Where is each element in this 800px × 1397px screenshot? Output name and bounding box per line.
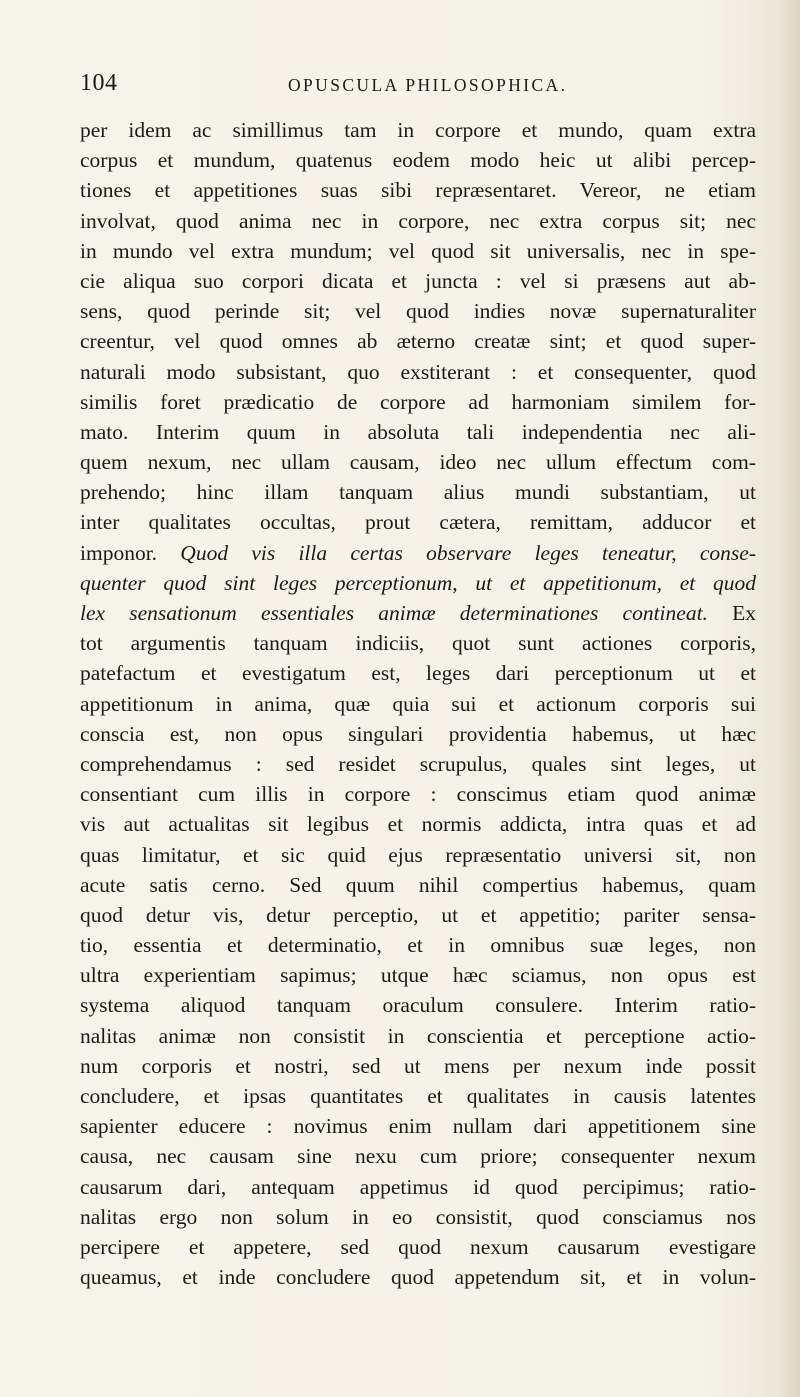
text-line: num corporis et nostri, sed ut mens per nexum inde possit bbox=[80, 1053, 756, 1078]
text-line: comprehendamus : sed residet scrupulus, quales sint leges, ut bbox=[80, 751, 756, 776]
body-text bbox=[80, 115, 756, 1292]
text-line: quas limitatur, et sic quid ejus repræsentatio universi sit, non bbox=[80, 842, 756, 867]
text-line: patefactum et evestigatum est, leges dari perceptionum ut et bbox=[80, 661, 756, 686]
text-line-italic bbox=[80, 568, 756, 598]
text-line: sens, quod perinde sit; vel quod indies novæ supernaturaliter bbox=[80, 299, 756, 324]
text-line: in mundo vel extra mundum; vel quod sit universalis, nec in spe- bbox=[80, 238, 756, 263]
text-line: quod detur vis, detur perceptio, ut et appetitio; pariter sensa- bbox=[80, 902, 756, 927]
text-line: nalitas animæ non consistit in conscientia et perceptione actio- bbox=[80, 1023, 756, 1048]
text-roman: imponor. bbox=[80, 540, 181, 565]
text-line: tiones et appetitiones suas sibi repræsentaret. Vereor, ne etiam bbox=[80, 178, 756, 203]
text-line: acute satis cerno. Sed quum nihil compertius habemus, quam bbox=[80, 872, 756, 897]
text-line: vis aut actualitas sit legibus et normis addicta, intra quas et ad bbox=[80, 812, 756, 837]
text-line: involvat, quod anima nec in corpore, nec extra corpus sit; nec bbox=[80, 208, 756, 233]
text-line: inter qualitates occultas, prout cætera, remittam, adducor et bbox=[80, 510, 756, 535]
text-italic: quenter quod sint leges perceptionum, ut et appetitionum, et quod bbox=[80, 570, 756, 595]
text-line: sapienter educere : novimus enim nullam dari appetitionem sine bbox=[80, 1114, 756, 1139]
text-line: appetitionum in anima, quæ quia sui et actionum corporis sui bbox=[80, 691, 756, 716]
text-line: ultra experientiam sapimus; utque hæc sciamus, non opus est bbox=[80, 963, 756, 988]
text-line: causa, nec causam sine nexu cum priore; consequenter nexum bbox=[80, 1144, 756, 1169]
text-line: conscia est, non opus singulari providentia habemus, ut hæc bbox=[80, 721, 756, 746]
text-line-mixed bbox=[80, 538, 756, 568]
text-line: creentur, vel quod omnes ab æterno creatæ sint; et quod super- bbox=[80, 329, 756, 354]
text-line-mixed bbox=[80, 598, 756, 628]
text-line: tot argumentis tanquam indiciis, quot sunt actiones corporis, bbox=[80, 631, 756, 656]
text-line: concludere, et ipsas quantitates et qualitates in causis latentes bbox=[80, 1084, 756, 1108]
text-line: mato. Interim quum in absoluta tali independentia nec ali- bbox=[80, 419, 756, 444]
text-line: corpus et mundum, quatenus eodem modo heic ut alibi percep- bbox=[80, 148, 756, 173]
text-roman: Ex bbox=[707, 601, 756, 625]
running-title: OPUSCULA PHILOSOPHICA. bbox=[288, 75, 568, 95]
page-header bbox=[80, 70, 756, 100]
text-line: nalitas ergo non solum in eo consistit, quod consciamus nos bbox=[80, 1204, 756, 1229]
text-line: similis foret prædicatio de corpore ad harmoniam similem for- bbox=[80, 389, 756, 414]
text-line: naturali modo subsistant, quo exstiterant : et consequenter, quod bbox=[80, 359, 756, 384]
text-line: causarum dari, antequam appetimus id quod percipimus; ratio- bbox=[80, 1174, 756, 1199]
text-line: per idem ac simillimus tam in corpore et mundo, quam extra bbox=[80, 118, 756, 142]
text-line: percipere et appetere, sed quod nexum causarum evestigare bbox=[80, 1234, 756, 1259]
text-italic: Quod vis illa certas observare leges teneatur, conse- bbox=[180, 540, 756, 565]
page-number: 104 bbox=[80, 70, 118, 96]
text-line: cie aliqua suo corpori dicata et juncta : vel si præsens aut ab- bbox=[80, 268, 756, 293]
text-line: quem nexum, nec ullam causam, ideo nec ullum effectum com- bbox=[80, 450, 756, 475]
text-line: tio, essentia et determinatio, et in omnibus suæ leges, non bbox=[80, 933, 756, 958]
text-line: prehendo; hinc illam tanquam alius mundi substantiam, ut bbox=[80, 480, 756, 505]
text-line: consentiant cum illis in corpore : conscimus etiam quod animæ bbox=[80, 782, 756, 807]
text-line: queamus, et inde concludere quod appetendum sit, et in volun- bbox=[80, 1265, 756, 1290]
text-italic: lex sensationum essentiales animæ determinationes contineat. bbox=[80, 601, 708, 625]
text-line: systema aliquod tanquam oraculum consulere. Interim ratio- bbox=[80, 993, 756, 1018]
